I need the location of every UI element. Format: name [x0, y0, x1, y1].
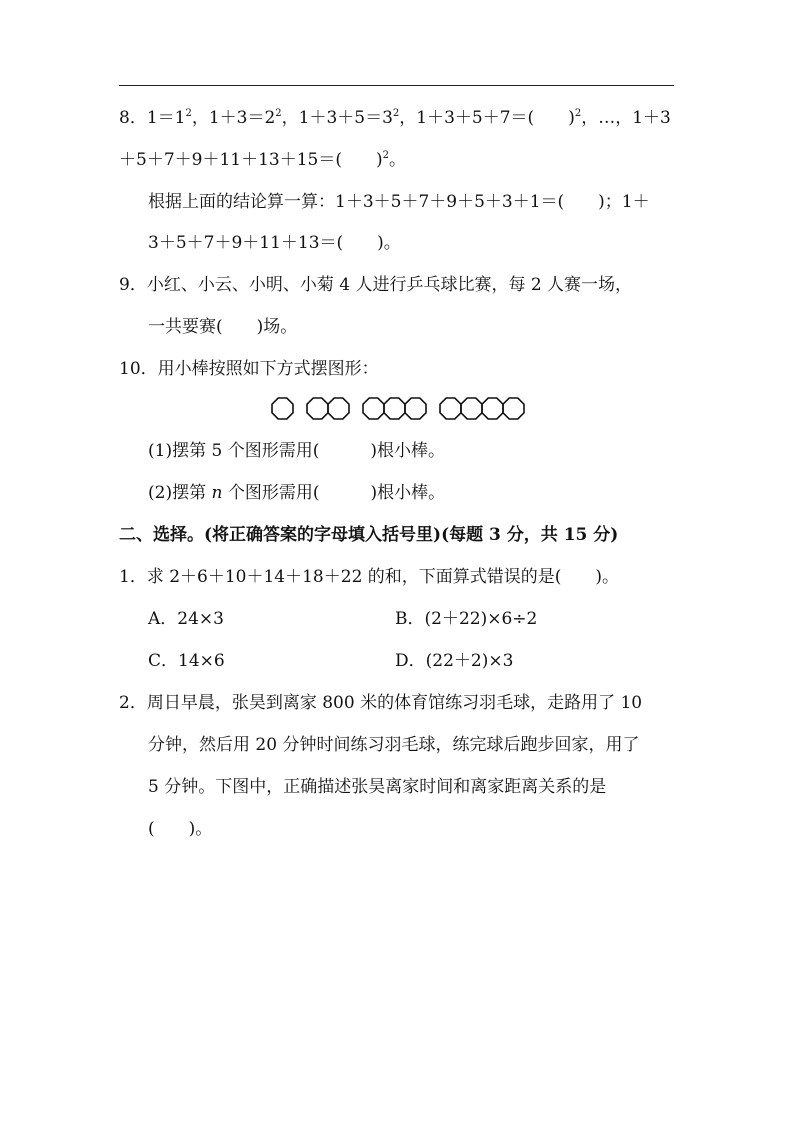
c1-stem: 1．求 2＋6＋10＋14＋18＋22 的和，下面算式错误的是( )。	[119, 567, 620, 587]
octagon-figure-3	[363, 398, 426, 419]
octagon-figures	[270, 396, 530, 422]
q8-line-3: 根据上面的结论算一算：1＋3＋5＋7＋9＋5＋3＋1＝( )；1＋	[148, 192, 650, 212]
q8-text: ，1＋3＋5＋7＝( )	[399, 108, 575, 128]
c2-line-2: 分钟，然后用 20 分钟时间练习羽毛球，练完球后跑步回家，用了	[148, 735, 640, 755]
octagon-shape	[461, 398, 482, 419]
exponent: 2	[185, 108, 192, 119]
octagon-figure-4	[440, 398, 524, 419]
c2-line-4: ( )。	[148, 819, 213, 839]
q8-text: ＋5＋7＋9＋11＋13＋15＝( )	[119, 150, 383, 170]
q10-text: 个图形需用( )根小棒。	[222, 483, 446, 503]
octagon-shape	[363, 398, 384, 419]
exponent: 2	[275, 108, 282, 119]
c1-option-d: D．(22＋2)×3	[395, 651, 514, 671]
q10-line-1: 10．用小棒按照如下方式摆图形：	[119, 359, 379, 379]
octagon-shape	[328, 398, 349, 419]
q8-line-1	[119, 107, 671, 129]
octagon-shape	[482, 398, 503, 419]
q10-sub-2	[148, 482, 445, 504]
exponent: 2	[382, 150, 389, 161]
q9-line-1: 9．小红、小云、小明、小菊 4 人进行乒乓球比赛，每 2 人赛一场，	[119, 275, 633, 295]
q9-line-2: 一共要赛( )场。	[148, 317, 298, 337]
q8-text: ，…，1＋3	[581, 108, 671, 128]
q8-line-4: 3＋5＋7＋9＋11＋13＝( )。	[148, 233, 401, 253]
exponent: 2	[392, 108, 400, 119]
octagon-shape	[272, 398, 293, 419]
c2-line-1: 2．周日早晨，张昊到离家 800 米的体育馆练习羽毛球，走路用了 10	[119, 693, 643, 713]
header-rule	[119, 85, 674, 86]
q8-text: 。	[388, 150, 406, 170]
c1-option-c: C．14×6	[148, 651, 225, 671]
q8-text: ，1＋3＝2	[191, 108, 276, 128]
c1-option-b: B．(2＋22)×6÷2	[395, 609, 538, 629]
octagon-figure-row	[270, 396, 530, 422]
exponent: 2	[574, 108, 582, 119]
q8-text: ，1＋3＋5＝3	[281, 108, 393, 128]
octagon-figure-1	[272, 398, 293, 419]
octagon-shape	[307, 398, 328, 419]
q8-line-2	[119, 149, 406, 171]
q10-text: (2)摆第	[148, 483, 212, 503]
c1-option-a: A．24×3	[148, 609, 224, 629]
variable-n: n	[211, 483, 223, 503]
octagon-shape	[384, 398, 405, 419]
octagon-shape	[405, 398, 426, 419]
octagon-shape	[440, 398, 461, 419]
octagon-shape	[503, 398, 524, 419]
q8-text: 8．1＝1	[119, 108, 186, 128]
q10-sub-1: (1)摆第 5 个图形需用( )根小棒。	[148, 441, 445, 461]
octagon-figure-2	[307, 398, 349, 419]
section-2-title: 二、选择。(将正确答案的字母填入括号里)(每题 3 分，共 15 分)	[119, 525, 619, 545]
c2-line-3: 5 分钟。下图中，正确描述张昊离家时间和离家距离关系的是	[148, 777, 607, 797]
